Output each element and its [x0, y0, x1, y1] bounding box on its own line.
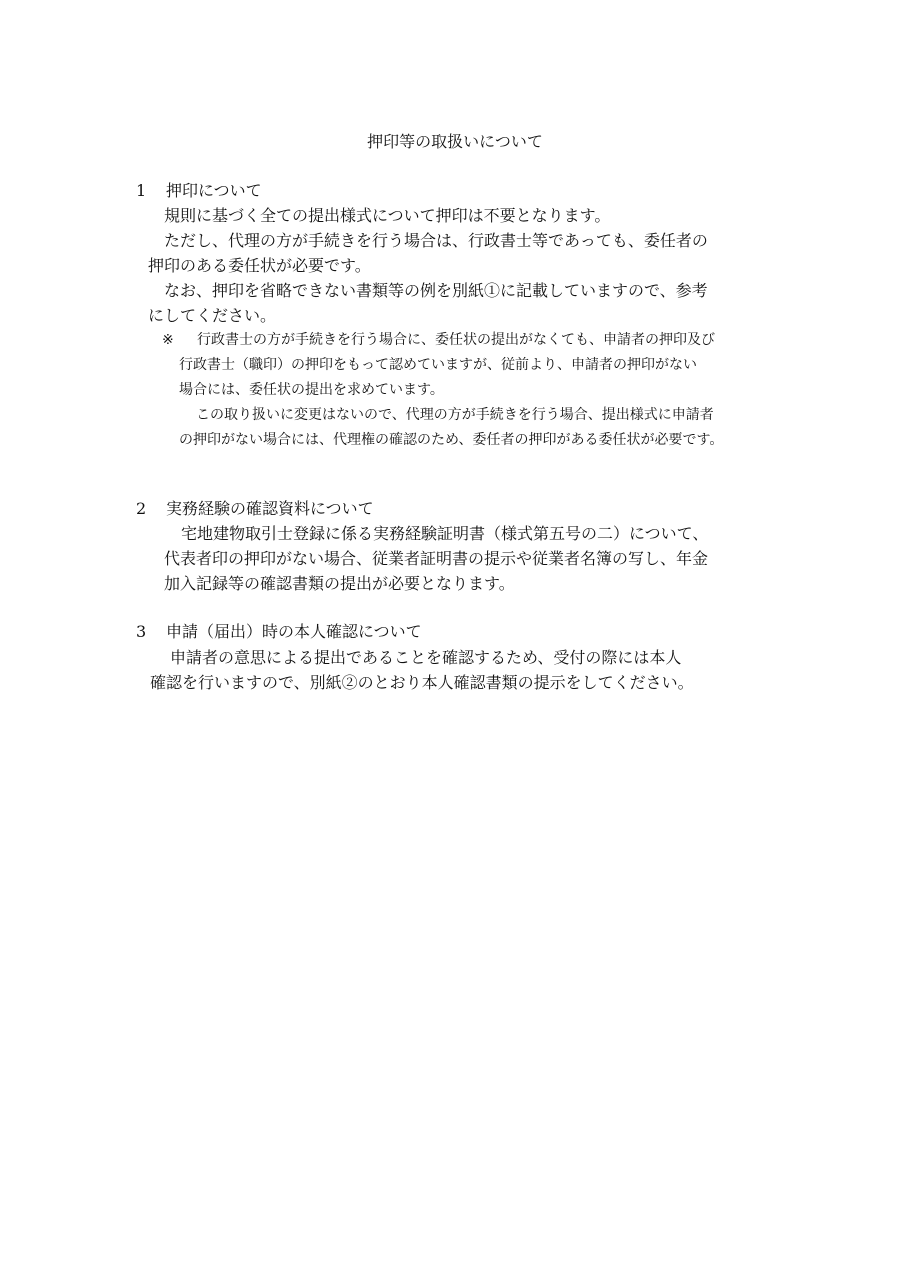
page-title: 押印等の取扱いについて — [367, 132, 543, 151]
note-line: この取り扱いに変更はないので、代理の方が手続きを行う場合、提出様式に申請者 — [196, 407, 714, 423]
note-line: 行政書士の方が手続きを行う場合に、委任状の提出がなくても、申請者の押印及び — [197, 332, 715, 348]
section-3-paragraph-line: 申請者の意思による提出であることを確認するため、受付の際には本人 — [170, 648, 682, 667]
note-mark: ※ — [162, 332, 174, 348]
section-3-paragraph-line: 確認を行いますので、別紙②のとおり本人確認書類の提示をしてください。 — [150, 673, 694, 692]
section-1-paragraph-line: 押印のある委任状が必要です。 — [148, 256, 371, 275]
section-number: 1 — [136, 181, 147, 200]
section-2-paragraph-line: 代表者印の押印がない場合、従業者証明書の提示や従業者名簿の写し、年金 — [164, 549, 709, 568]
section-2-paragraph-line: 加入記録等の確認書類の提出が必要となります。 — [164, 574, 515, 593]
section-heading: 申請（届出）時の本人確認について — [166, 622, 422, 641]
note-line: 場合には、委任状の提出を求めています。 — [179, 382, 444, 398]
section-1-paragraph-line: にしてください。 — [148, 306, 277, 325]
section-heading: 押印について — [166, 181, 262, 200]
section-number: 2 — [136, 499, 147, 518]
section-number: 3 — [136, 622, 147, 641]
section-1-paragraph-line: ただし、代理の方が手続きを行う場合は、行政書士等であっても、委任者の — [164, 231, 708, 250]
section-1-paragraph-line: なお、押印を省略できない書類等の例を別紙①に記載していますので、参考 — [164, 281, 708, 300]
section-1-heading — [136, 181, 262, 201]
section-1-paragraph-line: 規則に基づく全ての提出様式について押印は不要となります。 — [164, 206, 611, 225]
note-line: の押印がない場合には、代理権の確認のため、委任者の押印がある委任状が必要です。 — [179, 432, 724, 448]
section-heading: 実務経験の確認資料について — [166, 499, 374, 518]
section-3-heading — [136, 622, 422, 642]
note-line: 行政書士（職印）の押印をもって認めていますが、従前より、申請者の押印がない — [179, 357, 697, 373]
section-2-heading — [136, 499, 374, 519]
section-2-paragraph-line: 宅地建物取引士登録に係る実務経験証明書（様式第五号の二）について、 — [181, 524, 709, 543]
